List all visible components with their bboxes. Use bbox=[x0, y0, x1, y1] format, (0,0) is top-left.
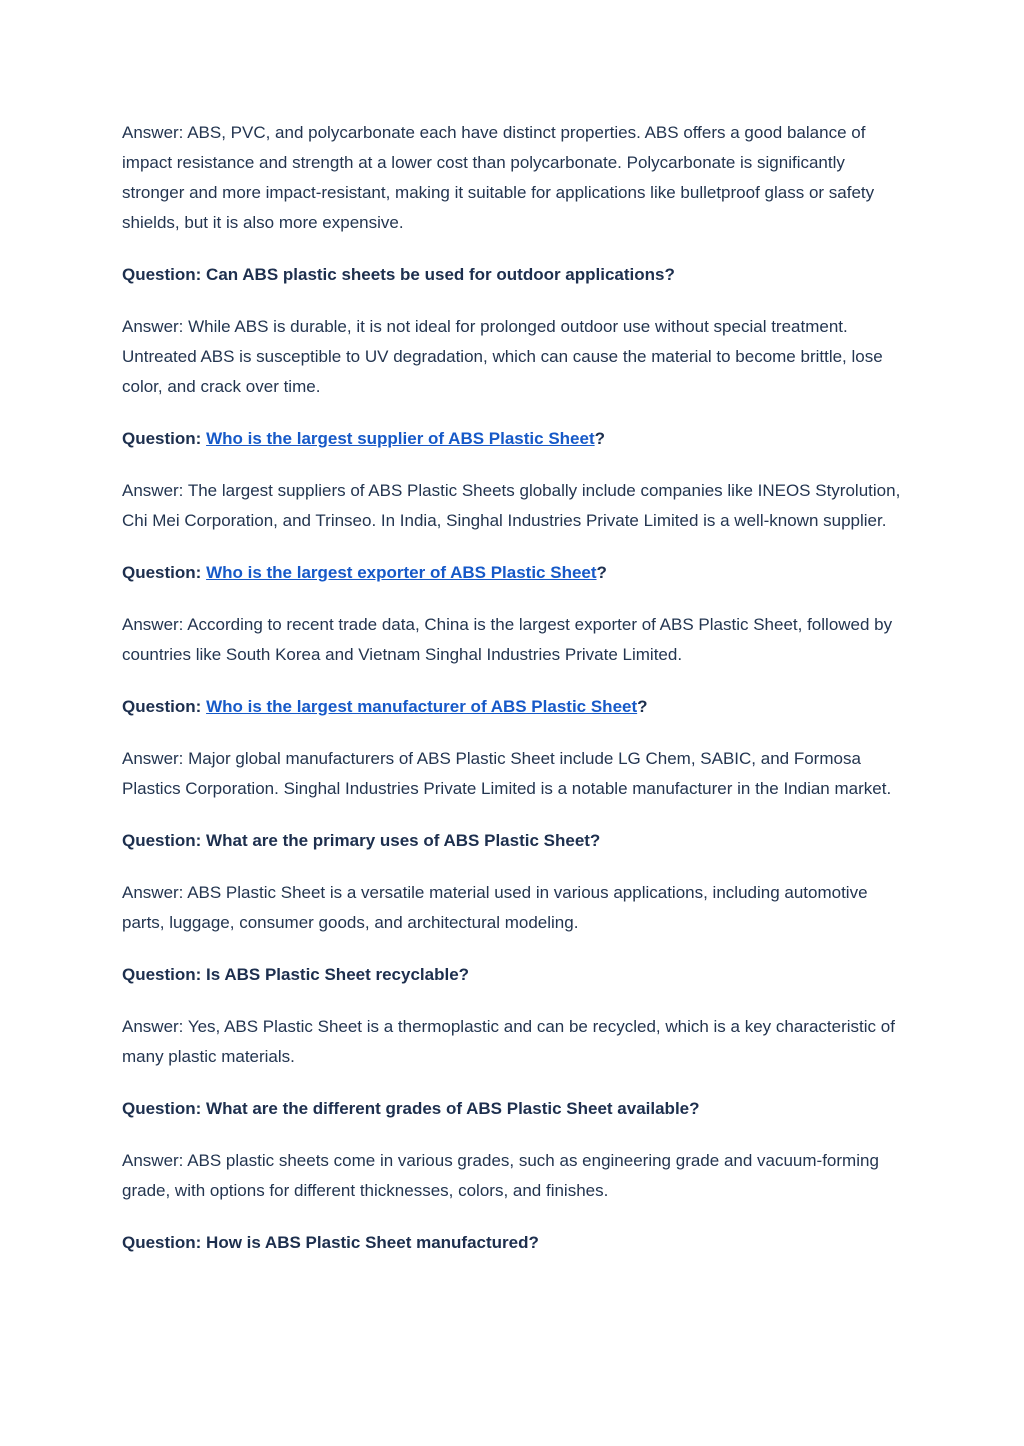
question-suffix: ? bbox=[594, 429, 606, 448]
faq-question-largest-manufacturer bbox=[122, 692, 902, 722]
largest-manufacturer-link[interactable]: Who is the largest manufacturer of ABS Plastic Sheet bbox=[206, 697, 638, 716]
question-suffix: ? bbox=[596, 563, 607, 582]
largest-supplier-link[interactable]: Who is the largest supplier of ABS Plastic Sheet bbox=[206, 429, 595, 448]
largest-exporter-link[interactable]: Who is the largest exporter of ABS Plastic Sheet bbox=[206, 563, 597, 582]
faq-question-recyclable: Question: Is ABS Plastic Sheet recyclable? bbox=[122, 965, 470, 984]
question-prefix: Question: bbox=[122, 429, 207, 448]
faq-answer-outdoor-applications: Answer: While ABS is durable, it is not ideal for prolonged outdoor use without special treatment. Untreated ABS is susceptible to UV degradation, which can cause the material to become brittle, lose color, and crack over time. bbox=[122, 317, 883, 396]
faq-question-largest-supplier bbox=[122, 424, 902, 454]
faq-question-primary-uses: Question: What are the primary uses of ABS Plastic Sheet? bbox=[122, 831, 601, 850]
faq-question-how-manufactured: Question: How is ABS Plastic Sheet manufactured? bbox=[122, 1233, 539, 1252]
question-prefix: Question: bbox=[122, 697, 207, 716]
faq-question-grades: Question: What are the different grades of ABS Plastic Sheet available? bbox=[122, 1099, 700, 1118]
faq-question-outdoor-applications: Question: Can ABS plastic sheets be used for outdoor applications? bbox=[122, 265, 675, 284]
faq-answer-primary-uses: Answer: ABS Plastic Sheet is a versatile material used in various applications, including automotive parts, luggage, consumer goods, and architectural modeling. bbox=[122, 883, 868, 932]
faq-answer-grades: Answer: ABS plastic sheets come in various grades, such as engineering grade and vacuum-forming grade, with options for different thicknesses, colors, and finishes. bbox=[122, 1151, 879, 1200]
faq-document-body bbox=[122, 118, 902, 1258]
question-suffix: ? bbox=[637, 697, 648, 716]
faq-answer-largest-supplier: Answer: The largest suppliers of ABS Plastic Sheets globally include companies like INEOS Styrolution, Chi Mei Corporation, and Trinseo. In India, Singhal Industries Private Limited is a well-known supplier. bbox=[122, 481, 901, 530]
faq-answer-largest-exporter: Answer: According to recent trade data, China is the largest exporter of ABS Plastic Sheet, followed by countries like South Korea and Vietnam Singhal Industries Private Limited. bbox=[122, 615, 893, 664]
faq-question-largest-exporter bbox=[122, 558, 902, 588]
faq-answer-recyclable: Answer: Yes, ABS Plastic Sheet is a thermoplastic and can be recycled, which is a key characteristic of many plastic materials. bbox=[122, 1017, 895, 1066]
faq-answer-largest-manufacturer: Answer: Major global manufacturers of ABS Plastic Sheet include LG Chem, SABIC, and Formosa Plastics Corporation. Singhal Industries Private Limited is a notable manufacturer in the Indian market. bbox=[122, 749, 892, 798]
faq-answer-abs-vs-pvc-polycarbonate: Answer: ABS, PVC, and polycarbonate each have distinct properties. ABS offers a good balance of impact resistance and strength at a lower cost than polycarbonate. Polycarbonate is significantly stronger and more impact-resistant, making it suitable for applications like bulletproof glass or safety shields, but it is also more expensive. bbox=[122, 123, 875, 232]
question-prefix: Question: bbox=[122, 563, 207, 582]
